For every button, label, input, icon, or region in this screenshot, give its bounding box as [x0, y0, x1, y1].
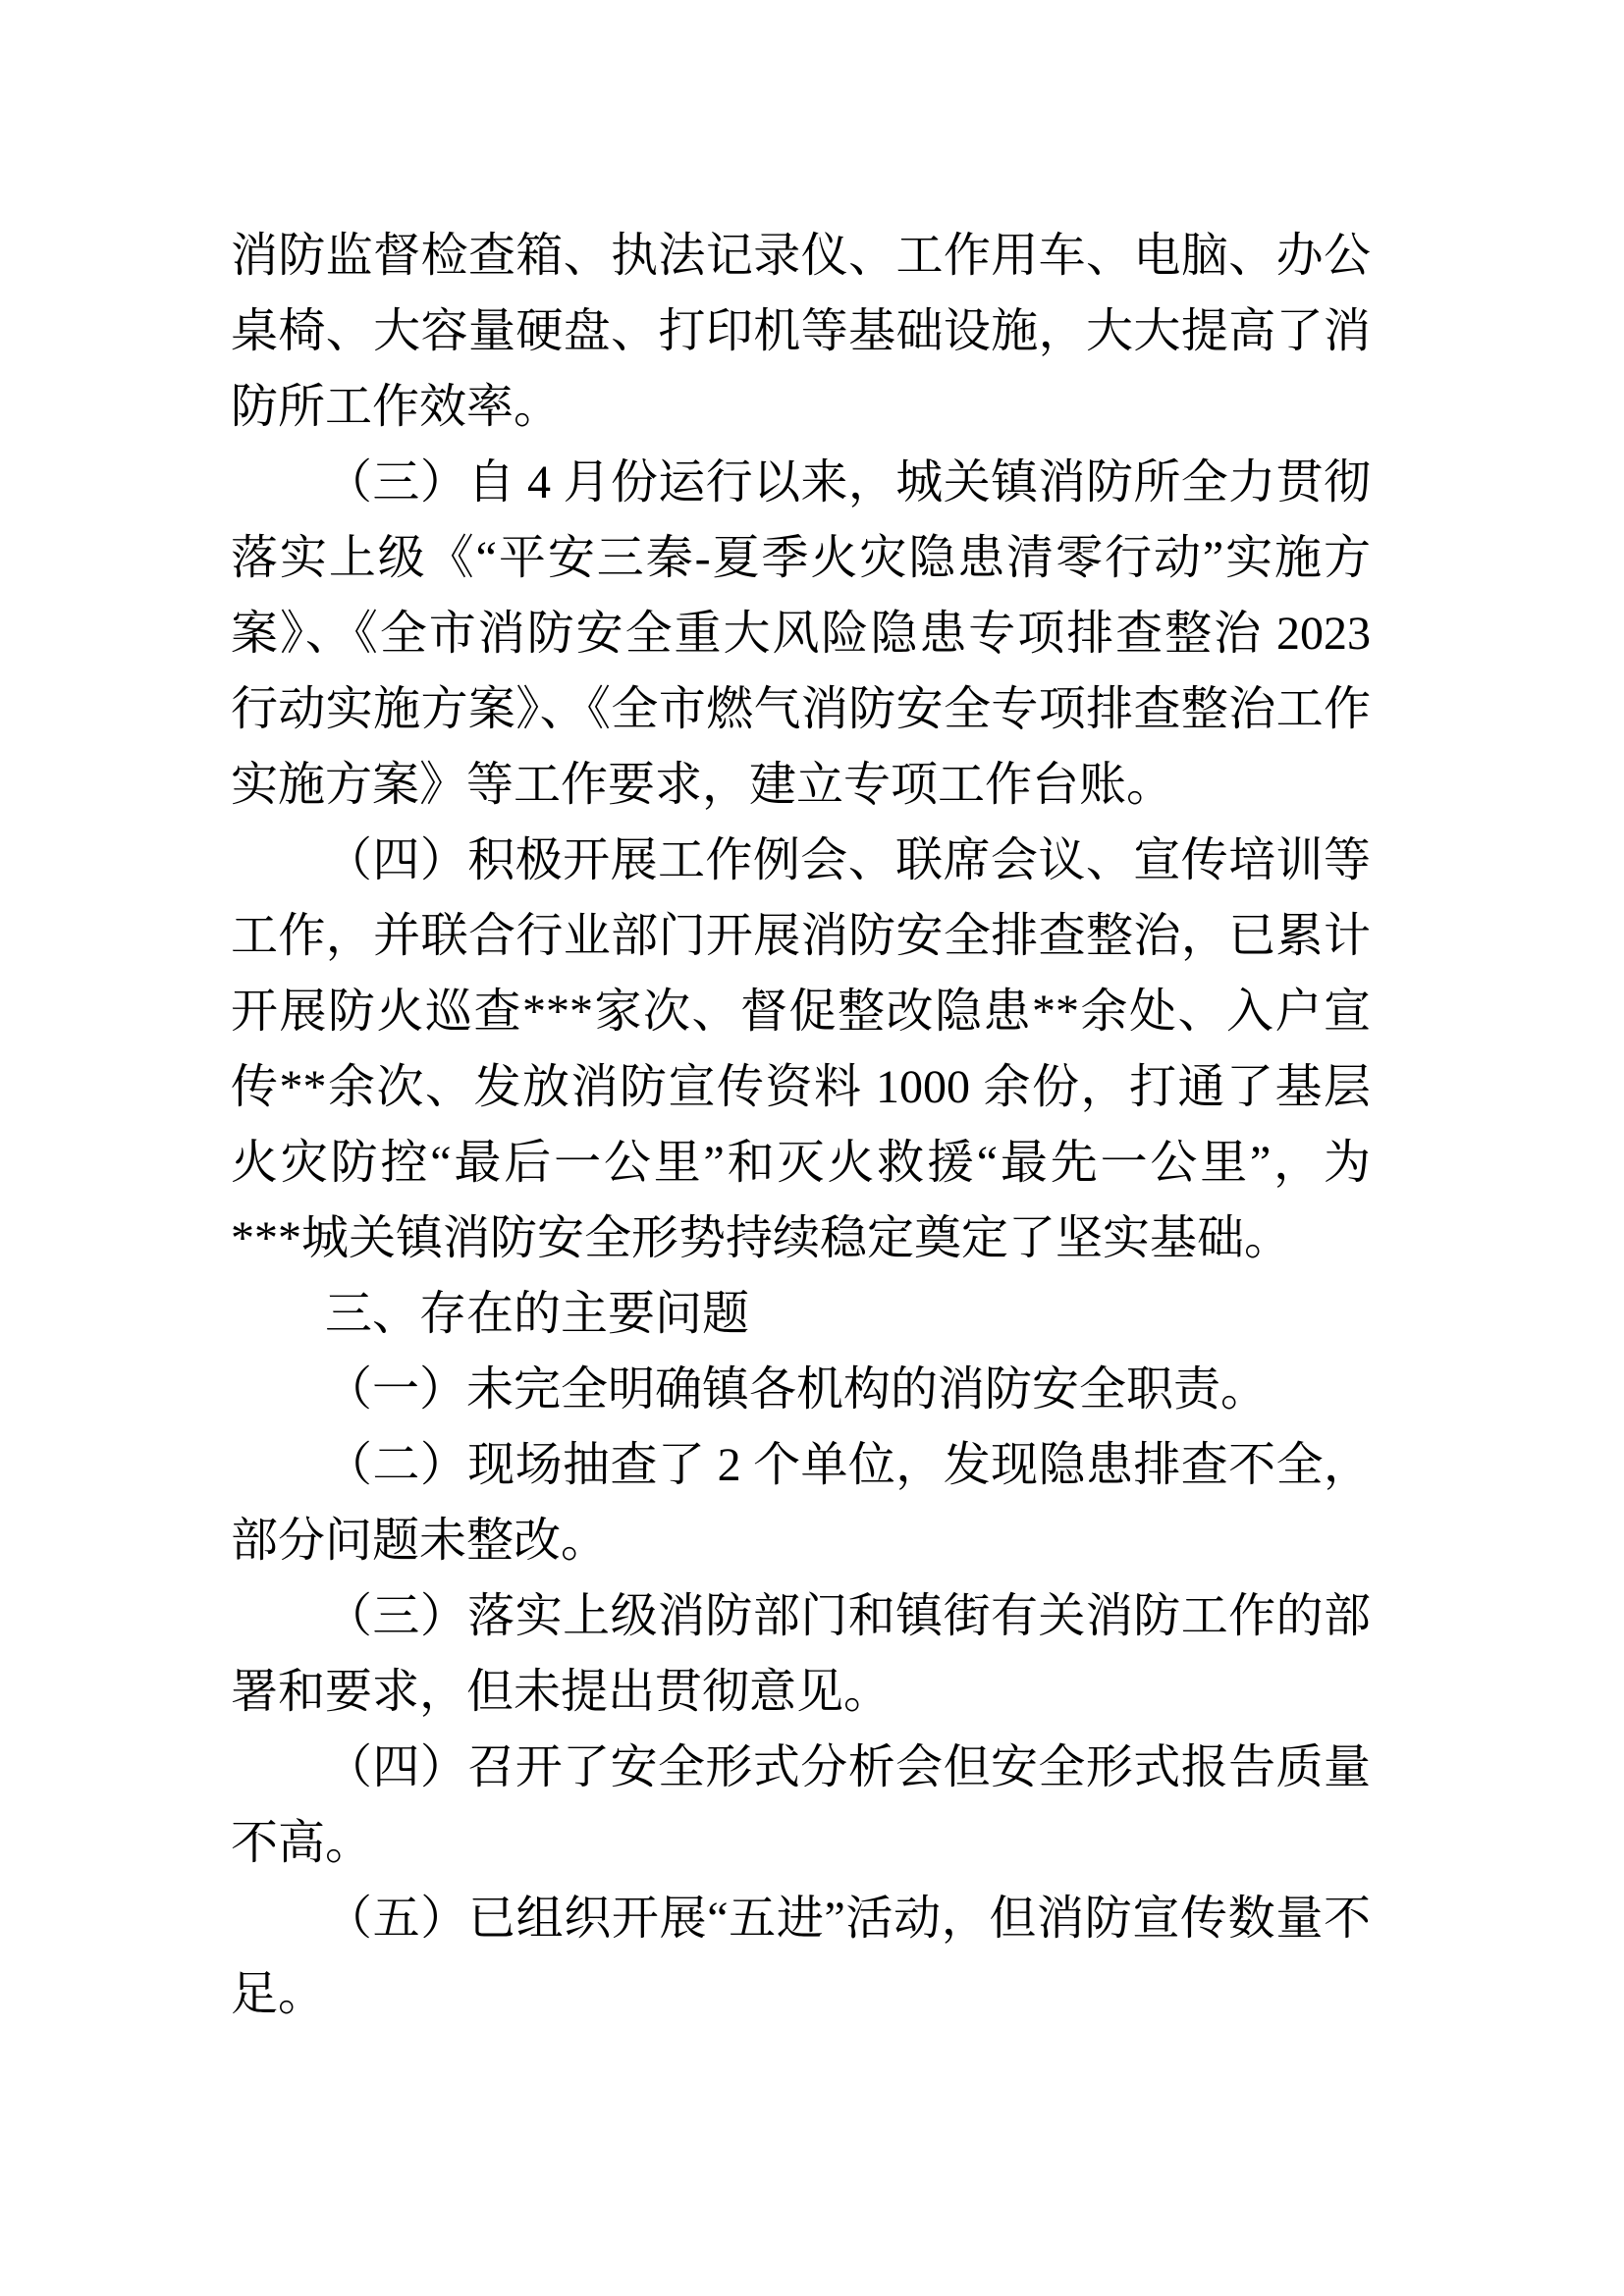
paragraph-continuation: 消防监督检查箱、执法记录仪、工作用车、电脑、办公桌椅、大容量硬盘、打印机等基础设施，大大提高了消防所工作效率。: [231, 230, 1371, 433]
problem-item-3: （三）落实上级消防部门和镇街有关消防工作的部署和要求，但未提出贯彻意见。: [231, 1590, 1371, 1718]
problem-item-2: （二）现场抽查了 2 个单位，发现隐患排查不全，部分问题未整改。: [231, 1439, 1371, 1567]
problem-item-5: （五）已组织开展“五进”活动，但消防宣传数量不足。: [231, 1893, 1371, 2020]
paragraph-item-4: （四）积极开展工作例会、联席会议、宣传培训等工作，并联合行业部门开展消防安全排查整治，已累计开展防火巡查***家次、督促整改隐患**余处、入户宣传**余次、发放消防宣传资料 1000 余份，打通了基层火灾防控“最后一公里”和灭火救援“最先一公里”，为***城关镇消防安全形势持续稳定奠定了坚实基础。: [231, 834, 1371, 1264]
problem-item-1: （一）未完全明确镇各机构的消防安全职责。: [325, 1363, 1269, 1415]
section-heading-problems: 三、存在的主要问题: [325, 1288, 750, 1340]
problem-item-4: （四）召开了安全形式分析会但安全形式报告质量不高。: [231, 1741, 1371, 1869]
paragraph-item-3: （三）自 4 月份运行以来，城关镇消防所全力贯彻落实上级《“平安三秦-夏季火灾隐患清零行动”实施方案》、《全市消防安全重大风险隐患专项排查整治 2023 行动实施方案》、《全市燃气消防安全专项排查整治工作实施方案》等工作要求，建立专项工作台账。: [231, 456, 1371, 811]
document-body: [231, 218, 1371, 2032]
